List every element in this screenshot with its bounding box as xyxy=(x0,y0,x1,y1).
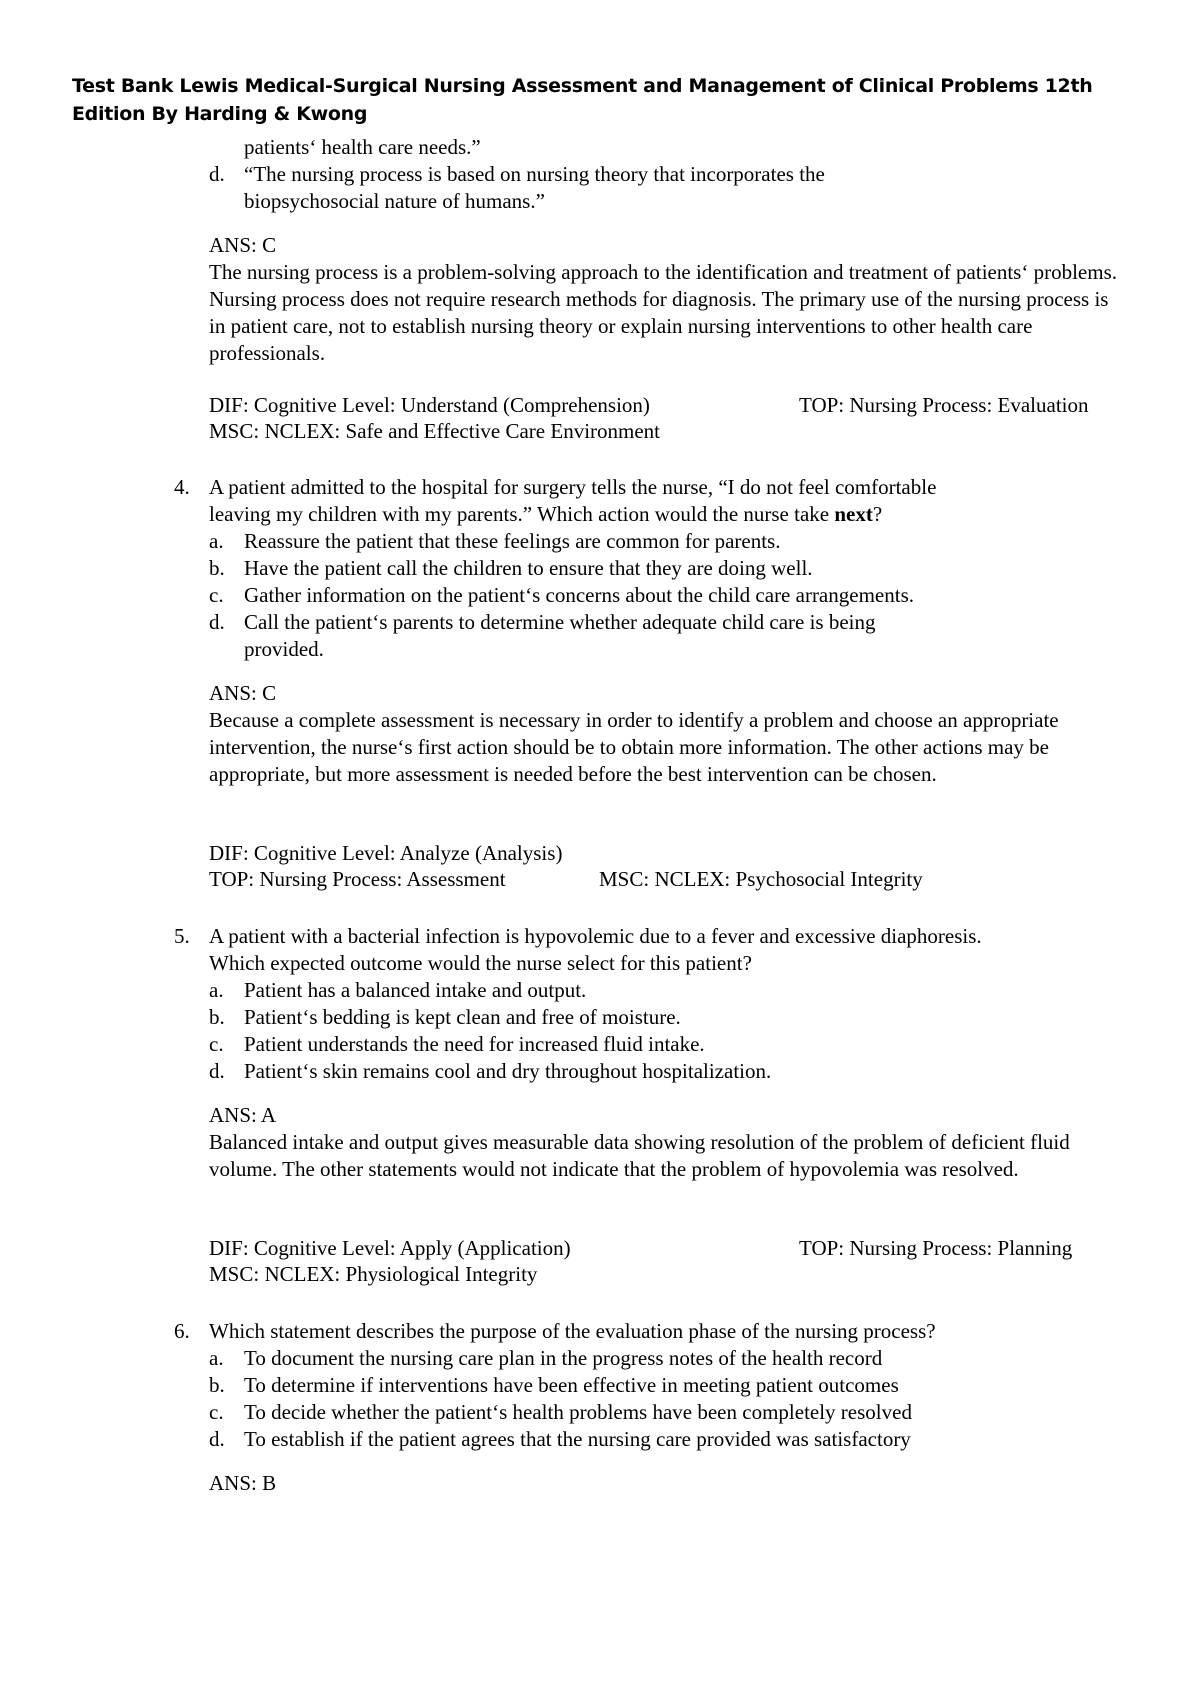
q4-top: TOP: Nursing Process: Assessment xyxy=(209,867,506,891)
option-text: Patient understands the need for increased fluid intake. xyxy=(244,1032,705,1056)
q3-rationale: The nursing process is a problem-solving approach to the identification and treatment of patients‘ problems. Nursing process does not require research methods for diagnosis. The primary use of the nursing process is in patient care, not to establish nursing theory or explain nursing interventions to other health care professionals. xyxy=(209,260,1118,365)
option-letter: a. xyxy=(209,1346,224,1370)
q5-answer: ANS: A xyxy=(209,1103,277,1127)
q4-stem-line2 xyxy=(209,501,882,528)
q4-msc: MSC: NCLEX: Psychosocial Integrity xyxy=(599,867,923,891)
q5-stem-line2: Which expected outcome would the nurse select for this patient? xyxy=(209,951,752,975)
q5-top: TOP: Nursing Process: Planning xyxy=(799,1236,1073,1260)
option-text: To decide whether the patient‘s health problems have been completely resolved xyxy=(244,1400,912,1424)
q3-option-d-continuation: biopsychosocial nature of humans.” xyxy=(244,189,545,213)
option-letter: d. xyxy=(209,610,225,634)
q4-stem-text: leaving my children with my parents.” Which action would the nurse take xyxy=(209,502,835,526)
option-text: Patient‘s skin remains cool and dry throughout hospitalization. xyxy=(244,1059,772,1083)
page-header-title: Test Bank Lewis Medical-Surgical Nursing Assessment and Management of Clinical Problems 12th Edition By Harding & Kwong xyxy=(72,75,1093,125)
option-letter: b. xyxy=(209,1005,225,1029)
q4-number: 4. xyxy=(174,475,190,499)
option-text: Have the patient call the children to ensure that they are doing well. xyxy=(244,556,813,580)
q5-dif: DIF: Cognitive Level: Apply (Application) xyxy=(209,1236,571,1260)
option-letter: c. xyxy=(209,1400,224,1424)
option-text: Call the patient‘s parents to determine whether adequate child care is being xyxy=(244,610,876,634)
q4-stem-line1: A patient admitted to the hospital for surgery tells the nurse, “I do not feel comfortable xyxy=(209,475,937,499)
option-letter: d. xyxy=(209,162,225,186)
option-letter: d. xyxy=(209,1427,225,1451)
q6-stem: Which statement describes the purpose of the evaluation phase of the nursing process? xyxy=(209,1319,936,1343)
option-text: “The nursing process is based on nursing theory that incorporates the xyxy=(244,162,825,186)
option-letter: b. xyxy=(209,556,225,580)
option-text: To document the nursing care plan in the progress notes of the health record xyxy=(244,1346,883,1370)
q4-answer: ANS: C xyxy=(209,681,277,705)
option-letter: a. xyxy=(209,978,224,1002)
q6-answer: ANS: B xyxy=(209,1471,277,1495)
q3-top: TOP: Nursing Process: Evaluation xyxy=(799,393,1089,417)
option-text: To determine if interventions have been effective in meeting patient outcomes xyxy=(244,1373,899,1397)
q4-option-d-continuation: provided. xyxy=(244,637,324,661)
q5-number: 5. xyxy=(174,924,190,948)
option-text: To establish if the patient agrees that the nursing care provided was satisfactory xyxy=(244,1427,911,1451)
q3-answer: ANS: C xyxy=(209,233,277,257)
q4-dif: DIF: Cognitive Level: Analyze (Analysis) xyxy=(209,841,563,865)
q5-rationale: Balanced intake and output gives measurable data showing resolution of the problem of deficient fluid volume. The other statements would not indicate that the problem of hypovolemia was resolved. xyxy=(209,1130,1070,1181)
option-letter: b. xyxy=(209,1373,225,1397)
option-letter: c. xyxy=(209,583,224,607)
option-text: Gather information on the patient‘s concerns about the child care arrangements. xyxy=(244,583,914,607)
q3-option-c-continuation: patients‘ health care needs.” xyxy=(244,135,481,159)
option-letter: c. xyxy=(209,1032,224,1056)
q4-rationale: Because a complete assessment is necessary in order to identify a problem and choose an appropriate intervention, the nurse‘s first action should be to obtain more information. The other actions may be appropriate, but more assessment is needed before the best intervention can be chosen. xyxy=(209,708,1059,786)
option-letter: d. xyxy=(209,1059,225,1083)
option-letter: a. xyxy=(209,529,224,553)
q3-dif: DIF: Cognitive Level: Understand (Comprehension) xyxy=(209,393,650,417)
q6-number: 6. xyxy=(174,1319,190,1343)
option-text: Patient‘s bedding is kept clean and free of moisture. xyxy=(244,1005,681,1029)
option-text: Reassure the patient that these feelings are common for parents. xyxy=(244,529,781,553)
q5-msc: MSC: NCLEX: Physiological Integrity xyxy=(209,1262,538,1286)
q4-stem-emphasis: next xyxy=(834,502,873,526)
q4-stem-end: ? xyxy=(872,502,883,526)
q5-stem-line1: A patient with a bacterial infection is hypovolemic due to a fever and excessive diaphoresis. xyxy=(209,924,982,948)
q3-msc: MSC: NCLEX: Safe and Effective Care Environment xyxy=(209,419,661,443)
option-text: Patient has a balanced intake and output. xyxy=(244,978,587,1002)
